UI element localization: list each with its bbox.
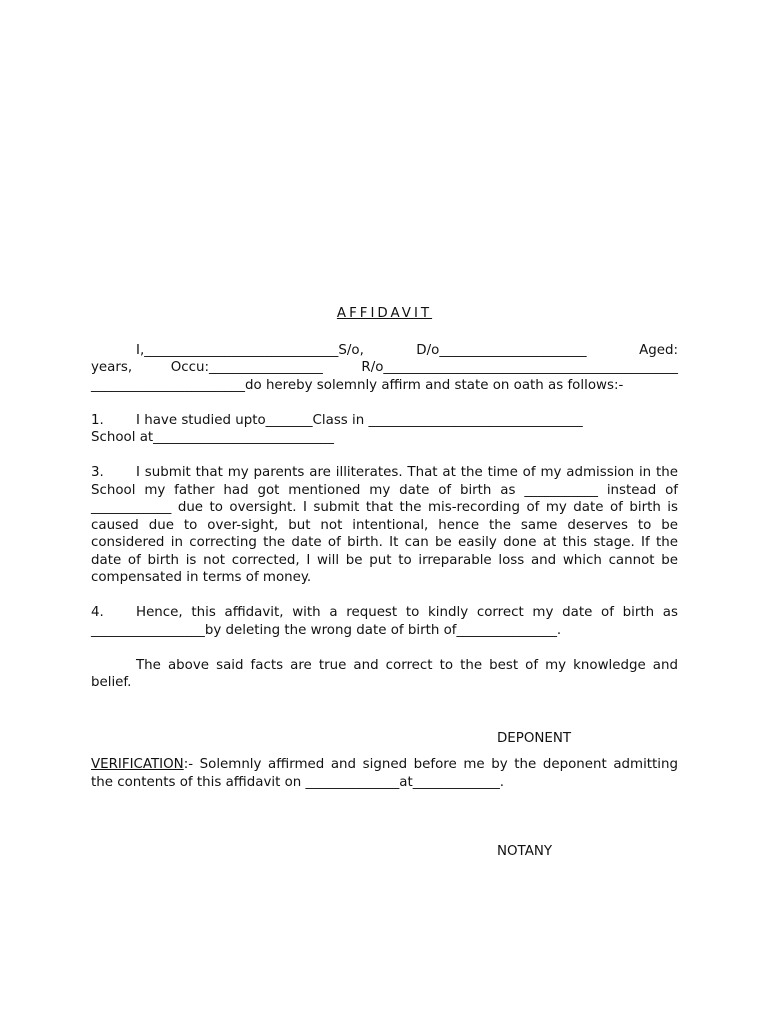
intro-paragraph (91, 342, 678, 395)
verification-paragraph (91, 756, 678, 791)
paragraph-4 (91, 604, 678, 639)
intro-line-1: I,_____________________________S/o, D/o______________________ Aged: (136, 342, 678, 358)
deponent-label: DEPONENT (497, 730, 572, 746)
paragraph-1-line-1 (91, 412, 678, 430)
verification-text: :- Solemnly affirmed and signed before me by the deponent admitting the contents of this affidavit on ______________at_____________. (91, 757, 678, 790)
affidavit-document (91, 305, 678, 861)
document-title: AFFIDAVIT (336, 306, 433, 321)
paragraph-4-number: 4. (91, 605, 104, 620)
closing-paragraph: The above said facts are true and correct to the best of my knowledge and belief. (91, 657, 678, 690)
notary-label: NOTANY (497, 844, 553, 859)
paragraph-4-text: Hence, this affidavit, with a request to kindly correct my date of birth as _________________by deleting the wrong date of birth of_______________. (91, 605, 678, 638)
paragraph-1-text: I have studied upto_______Class in ________________________________ (136, 412, 583, 428)
paragraph-3 (91, 464, 678, 587)
paragraph-3-text: I submit that my parents are illiterates. That at the time of my admission in the School my father had got mentioned my date of birth as ___________ instead of ____________ due to oversight. I submit that the mis-recording of my date of birth is caused due to over-sight, but not intentional, hence the same deserves to be considered in correcting the date of birth. It can be easily done at this stage. If the date of birth is not corrected, I will be put to irreparable loss and which cannot be compensated in terms of money. (91, 465, 678, 585)
intro-line-2: years, Occu:_________________ R/o____________________________________________ (91, 360, 678, 375)
paragraph-3-number: 3. (91, 465, 104, 480)
paragraph-1-number: 1. (91, 412, 104, 428)
paragraph-1-line-2: School at___________________________ (91, 430, 334, 445)
paragraph-1 (91, 412, 678, 447)
intro-line-3: _______________________do hereby solemnly affirm and state on oath as follows:- (91, 377, 624, 393)
verification-label: VERIFICATION (91, 757, 184, 772)
